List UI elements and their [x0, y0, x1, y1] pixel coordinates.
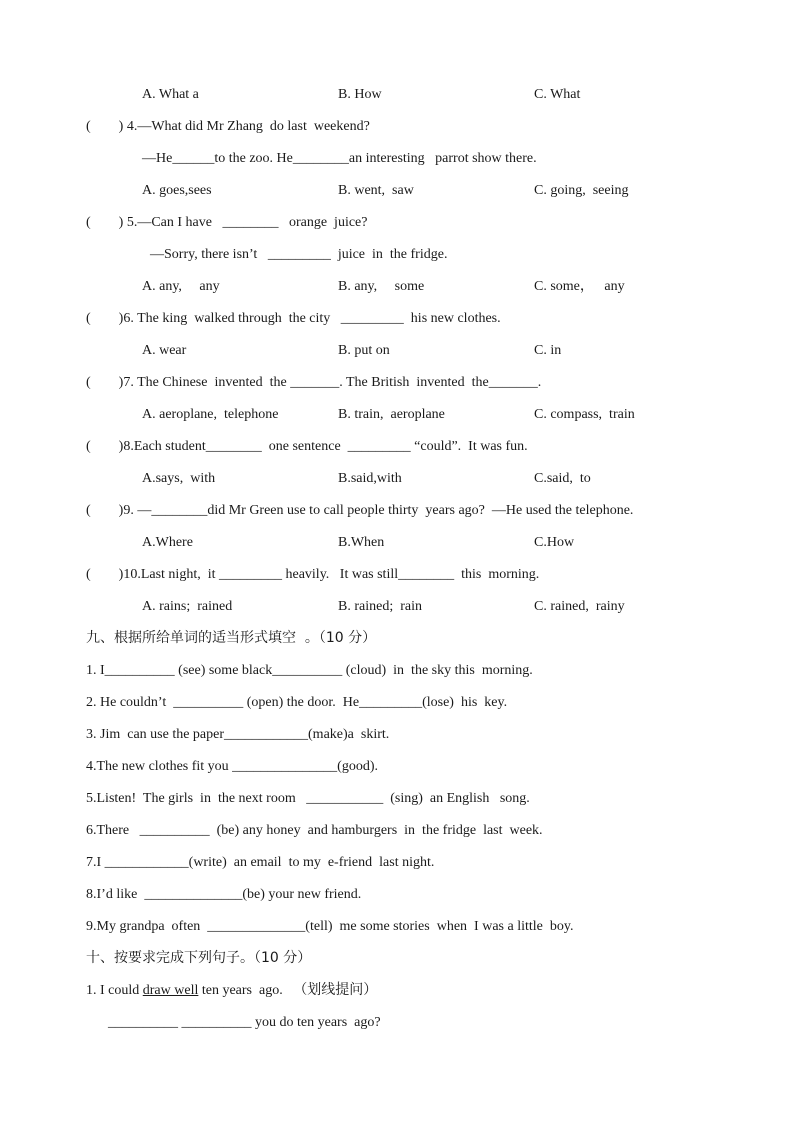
q4-stem: ( ) 4.—What did Mr Zhang do last weekend?: [86, 119, 370, 134]
section9-heading: 九、根据所给单词的适当形式填空 。（10 分）: [86, 630, 377, 646]
section10-heading: 十、按要求完成下列句子。（10 分）: [86, 950, 312, 966]
q9-option-c: C.How: [534, 535, 575, 550]
section10-item-1-answer: __________ __________ you do ten years ago?: [108, 1015, 381, 1030]
q10-option-a: A. rains; rained: [142, 599, 233, 614]
q3-option-a: A. What a: [142, 87, 199, 102]
q5-option-b: B. any, some: [338, 279, 425, 294]
q9-option-b: B.When: [338, 535, 385, 550]
q5-option-c: C. some， any: [534, 279, 625, 294]
section9-item-3: 3. Jim can use the paper____________(make)a skirt.: [86, 727, 390, 742]
section9-item-8: 8.I’d like ______________(be) your new friend.: [86, 887, 362, 902]
q4-line2: —He______to the zoo. He________an interesting parrot show there.: [142, 151, 537, 166]
q8-option-a: A.says, with: [142, 471, 216, 486]
section9-item-7: 7.I ____________(write) an email to my e-friend last night.: [86, 855, 435, 870]
underlined-phrase: draw well: [142, 983, 199, 998]
section10-item-1-after: ten years ago. （划线提问）: [198, 983, 378, 998]
q7-option-c: C. compass, train: [534, 407, 635, 422]
q8-stem: ( )8.Each student________ one sentence _________ “could”. It was fun.: [86, 439, 528, 454]
section9-item-1: 1. I__________ (see) some black__________ (cloud) in the sky this morning.: [86, 663, 533, 678]
section9-item-2: 2. He couldn’t __________ (open) the door. He_________(lose) his key.: [86, 695, 508, 710]
q8-option-c: C.said, to: [534, 471, 591, 486]
q3-option-c: C. What: [534, 87, 581, 102]
q7-option-a: A. aeroplane, telephone: [142, 407, 279, 422]
q3-option-b: B. How: [338, 87, 382, 102]
section9-item-6: 6.There __________ (be) any honey and hamburgers in the fridge last week.: [86, 823, 543, 838]
section10-item-1: [86, 982, 377, 1000]
q5-stem: ( ) 5.—Can I have ________ orange juice?: [86, 215, 368, 230]
q9-option-a: A.Where: [142, 535, 193, 550]
q9-stem: ( )9. —________did Mr Green use to call people thirty years ago? —He used the telephone.: [86, 503, 634, 518]
q5-option-a: A. any, any: [142, 279, 220, 294]
q6-option-b: B. put on: [338, 343, 390, 358]
section10-item-1-before: 1. I could: [86, 983, 143, 998]
section9-item-5: 5.Listen! The girls in the next room ___________ (sing) an English song.: [86, 791, 530, 806]
q6-option-c: C. in: [534, 343, 562, 358]
q7-stem: ( )7. The Chinese invented the _______. The British invented the_______.: [86, 375, 542, 390]
q8-option-b: B.said,with: [338, 471, 402, 486]
q6-stem: ( )6. The king walked through the city _________ his new clothes.: [86, 311, 501, 326]
q4-option-b: B. went, saw: [338, 183, 414, 198]
section9-item-9: 9.My grandpa often ______________(tell) me some stories when I was a little boy.: [86, 919, 574, 934]
q10-option-c: C. rained, rainy: [534, 599, 625, 614]
q4-option-c: C. going, seeing: [534, 183, 629, 198]
q10-stem: ( )10.Last night, it _________ heavily. It was still________ this morning.: [86, 567, 540, 582]
q7-option-b: B. train, aeroplane: [338, 407, 445, 422]
q5-line2: —Sorry, there isn’t _________ juice in the fridge.: [150, 247, 448, 262]
section9-item-4: 4.The new clothes fit you _______________(good).: [86, 759, 379, 774]
q4-option-a: A. goes,sees: [142, 183, 212, 198]
q6-option-a: A. wear: [142, 343, 187, 358]
q10-option-b: B. rained; rain: [338, 599, 422, 614]
